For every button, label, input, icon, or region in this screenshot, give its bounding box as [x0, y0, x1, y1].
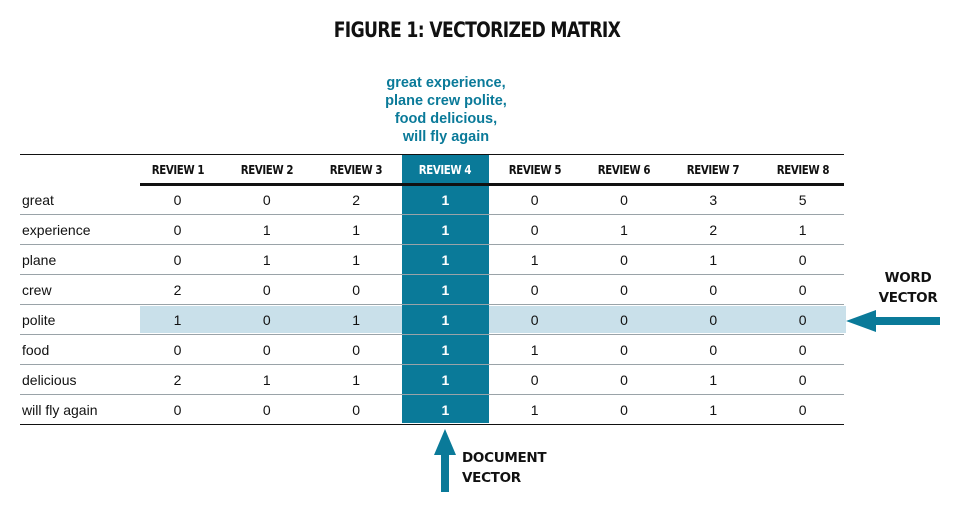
row-label: experience	[22, 222, 91, 238]
document-vector-label-line: VECTOR	[462, 470, 521, 486]
matrix-cell: 0	[262, 402, 271, 418]
column-header	[581, 156, 668, 183]
column-header	[134, 156, 221, 183]
matrix-cell: 0	[620, 372, 628, 388]
matrix-cell: 0	[709, 342, 718, 358]
column-header-label: REVIEW 2	[240, 162, 293, 177]
matrix-cell: 1	[620, 222, 628, 238]
matrix-cell: 1	[441, 222, 450, 238]
word-vector-label-line: VECTOR	[878, 290, 938, 306]
row-label: plane	[22, 252, 57, 268]
matrix-cell: 1	[530, 342, 539, 358]
word-vector-label-line: WORD	[884, 270, 932, 286]
matrix-cell: 0	[620, 282, 628, 298]
column-header-label: REVIEW 8	[776, 162, 829, 177]
word-vector-arrow-icon	[846, 310, 942, 332]
matrix-cell: 0	[798, 282, 807, 298]
matrix-cell: 0	[352, 342, 360, 358]
matrix-cell: 0	[709, 282, 718, 298]
matrix-cell: 0	[798, 372, 807, 388]
row-label: great	[22, 192, 54, 208]
caption-line: great experience,	[386, 75, 506, 91]
matrix-cell: 1	[709, 372, 718, 388]
matrix-cell: 1	[798, 222, 807, 238]
column-header-label: REVIEW 5	[508, 162, 561, 177]
document-vector-arrow-icon	[434, 429, 456, 493]
figure-title: FIGURE 1: VECTORIZED MATRIX	[333, 18, 621, 42]
matrix-cell: 0	[262, 312, 271, 328]
matrix-cell: 1	[441, 402, 450, 418]
column-header	[670, 156, 757, 183]
column-header-label: REVIEW 4	[419, 162, 472, 177]
matrix-cell: 1	[173, 312, 182, 328]
matrix-cell: 0	[173, 192, 182, 208]
matrix-cell: 0	[620, 252, 628, 268]
matrix-cell: 0	[530, 282, 539, 298]
matrix-cell: 1	[709, 402, 718, 418]
matrix-cell: 0	[262, 192, 271, 208]
matrix-cell: 1	[352, 372, 360, 388]
column-header	[402, 156, 489, 183]
matrix-cell: 0	[173, 252, 182, 268]
matrix-cell: 2	[352, 192, 360, 208]
matrix-cell: 0	[709, 312, 718, 328]
column-header-label: REVIEW 3	[329, 162, 383, 177]
matrix-cell: 0	[352, 402, 360, 418]
column-header	[759, 156, 846, 183]
caption-line: food delicious,	[394, 111, 498, 127]
matrix-cell: 1	[441, 252, 450, 268]
word-vector-label	[868, 268, 948, 308]
document-caption	[346, 74, 546, 146]
matrix-cell: 1	[441, 342, 450, 358]
header-bottom-rule	[140, 183, 844, 186]
column-header-label: REVIEW 7	[687, 162, 740, 177]
row-label: crew	[22, 282, 52, 298]
matrix-cell: 0	[620, 192, 628, 208]
matrix-cell: 0	[352, 282, 360, 298]
matrix-cell: 0	[798, 342, 807, 358]
row-label: polite	[22, 312, 56, 328]
matrix-cell: 0	[530, 192, 539, 208]
matrix-cell: 1	[352, 222, 360, 238]
matrix-cell: 3	[709, 192, 718, 208]
matrix-cell: 0	[173, 342, 182, 358]
matrix-cell: 0	[173, 222, 182, 238]
caption-line: will fly again	[402, 129, 490, 145]
row-divider	[20, 424, 844, 425]
matrix-cell: 5	[798, 192, 807, 208]
matrix-cell: 0	[262, 342, 271, 358]
column-header-label: REVIEW 1	[151, 162, 204, 177]
column-header	[491, 156, 578, 183]
column-header-label: REVIEW 6	[597, 162, 651, 177]
column-header	[313, 156, 400, 183]
matrix-cell: 0	[798, 252, 807, 268]
matrix-cell: 0	[530, 372, 539, 388]
matrix-cell: 0	[620, 402, 628, 418]
matrix-cell: 2	[173, 372, 182, 388]
row-label: food	[22, 342, 50, 358]
matrix-cell: 1	[530, 252, 539, 268]
matrix-cell: 1	[441, 372, 450, 388]
matrix-cell: 0	[798, 312, 807, 328]
row-label: delicious	[22, 372, 77, 388]
table-top-rule	[20, 154, 844, 155]
matrix-cell: 0	[262, 282, 271, 298]
document-vector-label-line: DOCUMENT	[462, 450, 547, 466]
column-header	[223, 156, 310, 183]
matrix-cell: 0	[173, 402, 182, 418]
matrix-cell: 1	[352, 312, 360, 328]
matrix-cell: 1	[352, 252, 360, 268]
row-label: will fly again	[22, 402, 98, 418]
matrix-cell: 1	[262, 372, 271, 388]
caption-line: plane crew polite,	[385, 93, 507, 109]
matrix-cell: 0	[530, 312, 539, 328]
matrix-cell: 1	[441, 282, 450, 298]
matrix-cell: 1	[709, 252, 718, 268]
matrix-cell: 1	[262, 222, 271, 238]
matrix-cell: 1	[262, 252, 271, 268]
document-vector-label	[462, 448, 546, 488]
matrix-cell: 0	[620, 312, 628, 328]
matrix-cell: 2	[709, 222, 718, 238]
matrix-cell: 1	[441, 192, 450, 208]
matrix-cell: 1	[441, 312, 450, 328]
matrix-cell: 2	[173, 282, 182, 298]
matrix-cell: 0	[530, 222, 539, 238]
matrix-cell: 1	[530, 402, 539, 418]
matrix-cell: 0	[620, 342, 628, 358]
matrix-cell: 0	[798, 402, 807, 418]
